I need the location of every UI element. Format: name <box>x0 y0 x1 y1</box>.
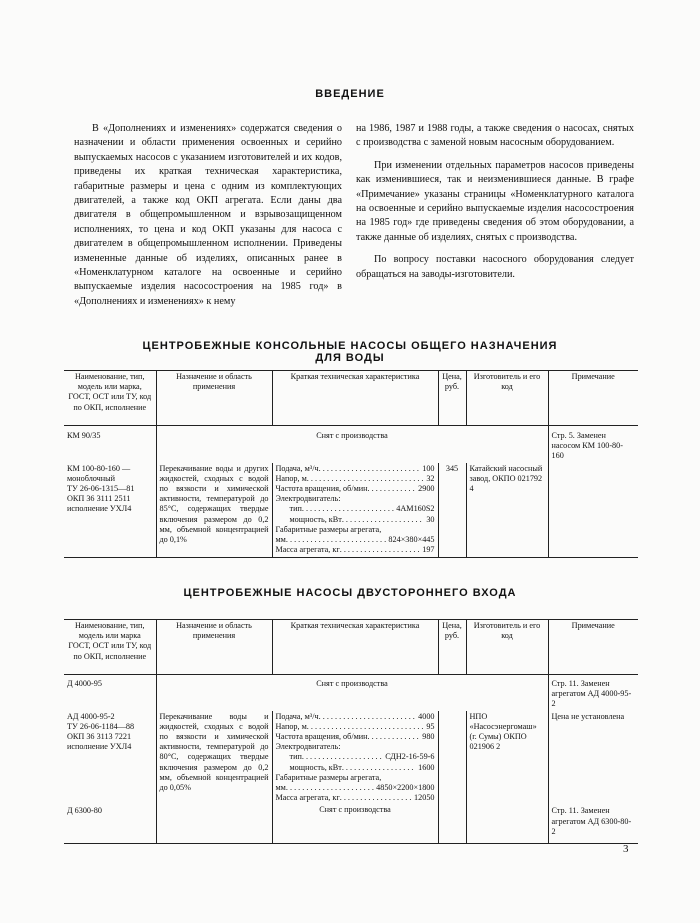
cell-price <box>438 711 466 805</box>
spec-line: Электродвигатель: <box>275 742 341 752</box>
header-name: Наименование, тип, модель или марка, ГОСТ, ОСТ или ТУ, код по ОКП, исполнение <box>64 371 156 426</box>
spec-line: Габаритные размеры агрегата, <box>275 772 382 782</box>
spec-line: Напор, м . . . 32 <box>276 474 435 484</box>
cell-maker: Катайский насосный завод, ОКПО 021792 4 <box>466 463 548 558</box>
table-row <box>64 804 638 844</box>
cell-specs <box>272 711 438 805</box>
spec-line: Подача, м³/ч . . . 100 <box>276 464 435 474</box>
header-specs: Краткая техническая характеристика <box>272 620 438 675</box>
spec-line: Масса агрегата, кг . . . 12050 <box>276 793 435 803</box>
cell-note: Стр. 11. Заменен агрегатом АД 6300-80-2 <box>548 804 638 844</box>
pump-table-2 <box>64 619 638 844</box>
header-note: Примечание <box>548 620 638 675</box>
header-name: Наименование, тип, модель или марка ГОСТ, ОСТ или ТУ, код по ОКП, исполнение <box>64 620 156 675</box>
cell-price: 345 <box>438 463 466 558</box>
intro-title: ВВЕДЕНИЕ <box>315 88 385 100</box>
cell-price <box>438 804 466 844</box>
spec-line: Электродвигатель: <box>275 494 341 504</box>
spec-line: мм . . . 4850×2200×1800 <box>276 783 435 793</box>
cell-name: АД 4000-95-2 ТУ 26-06-1184—88 ОКП 36 3113 7221 исполнение УХЛ4 <box>64 711 156 805</box>
cell-name: Д 4000-95 <box>64 675 156 711</box>
header-note: Примечание <box>548 371 638 426</box>
page-number: 3 <box>623 843 629 855</box>
spec-line: Подача, м³/ч . . . 4000 <box>276 712 435 722</box>
table-row <box>64 463 638 558</box>
header-maker: Изготовитель и его код <box>466 620 548 675</box>
cell-maker: НПО «Насосэнергомаш» (г. Сумы) ОКПО 021906 2 <box>466 711 548 805</box>
table-row <box>64 711 638 805</box>
cell-purpose: Перекачивание воды и других жидкостей, сходных с водой по вязкости и химической активности, температурой до 85°С, содержащих твердые включения размером до 0,2 мм, объемной концентрацией до 0,1% <box>156 463 272 558</box>
section1-title <box>0 340 700 364</box>
spec-line: Масса агрегата, кг . . . 197 <box>276 545 435 555</box>
header-specs: Краткая техническая характеристика <box>272 371 438 426</box>
intro-right-paragraph-1: на 1986, 1987 и 1988 годы, а также сведения о насосах, снятых с производства с заменой новым насосным оборудованием. <box>356 123 634 149</box>
cell-note: Цена не установлена <box>548 711 638 805</box>
spec-line: Напор, м . . . 95 <box>276 722 435 732</box>
cell-specs <box>272 463 438 558</box>
intro-right-paragraph-2: При изменении отдельных параметров насосов приведены как изменившиеся, так и неизменившиеся данные. В графе «Примечание» указаны страницы «Номенклатурного каталога на освоенные и серийно выпускаемые изделия насосостроения на 1985 год» где приведены сведения об этом оборудовании, а также данные об изделиях, снятых с производства. <box>356 159 634 243</box>
intro-left-paragraph: В «Дополнениях и изменениях» содержатся сведения о назначении и области применения освоенных и серийно выпускаемых насосов с указанием изготовителей и их кодов, приведены их краткая техническая характеристика, габаритные размеры и цена с одним из комплектующих двигателей, а также код ОКП агрегата. Если даны два двигателя в общепромышленном и взрывозащищенном исполнениях, то цена и код ОКП указаны для насоса с двигателем в общепромышленном исполнении. Приведены измененные данные об изделиях, описанных ранее в «Номенклатурном каталоге на освоенные и серийно выпускаемые изделия насосостроения на 1985 год» в «Дополнениях и изменениях» к нему <box>74 123 342 307</box>
spec-line: мощность, кВт . . . 30 <box>276 515 435 525</box>
cell-purpose <box>156 804 272 844</box>
intro-right-column <box>356 122 634 290</box>
spec-line: тип . . . 4АМ160S2 <box>276 504 435 514</box>
cell-name: Д 6300-80 <box>64 804 156 844</box>
cell-name: КМ 90/35 <box>64 426 156 463</box>
section2-title: ЦЕНТРОБЕЖНЫЕ НАСОСЫ ДВУСТОРОННЕГО ВХОДА <box>183 587 517 599</box>
spec-line: Частота вращения, об/мин . . . 980 <box>276 732 435 742</box>
header-purpose: Назначение и область применения <box>156 371 272 426</box>
cell-note: Стр. 5. Заменен насосом КМ 100-80-160 <box>548 426 638 463</box>
table-header-row <box>64 620 638 675</box>
header-purpose: Назначение и область применения <box>156 620 272 675</box>
header-price: Цена, руб. <box>438 371 466 426</box>
cell-status: Снят с производства <box>156 426 548 463</box>
cell-maker <box>466 804 548 844</box>
header-maker: Изготовитель и его код <box>466 371 548 426</box>
section1-title-line1: ЦЕНТРОБЕЖНЫЕ КОНСОЛЬНЫЕ НАСОСЫ ОБЩЕГО НАЗНАЧЕНИЯ <box>142 340 558 352</box>
spec-line: мм . . . 824×380×445 <box>276 535 435 545</box>
intro-left-column <box>74 122 342 317</box>
section1-title-line2: ДЛЯ ВОДЫ <box>315 352 385 364</box>
cell-note: Стр. 11. Заменен агрегатом АД 4000-95-2 <box>548 675 638 711</box>
cell-name: КМ 100-80-160 — моноблочный ТУ 26-06-1315—81 ОКП 36 3111 2511 исполнение УХЛ4 <box>64 463 156 558</box>
table-row <box>64 675 638 711</box>
spec-line: мощность, кВт . . . 1600 <box>276 763 435 773</box>
cell-status: Снят с производства <box>272 804 438 844</box>
spec-line: тип . . . СДН2-16-59-6 <box>276 752 435 762</box>
pump-table-1 <box>64 370 638 558</box>
cell-status: Снят с производства <box>156 675 548 711</box>
cell-purpose: Перекачивание воды и жидкостей, сходных с водой по вязкости и химической активности, температурой до 80°С, содержащих твердые включения размером до 0,2 мм, объемной концентрацией до 0,05% <box>156 711 272 805</box>
table-row <box>64 426 638 463</box>
table-header-row <box>64 371 638 426</box>
cell-note <box>548 463 638 558</box>
spec-line: Частота вращения, об/мин . . . 2900 <box>276 484 435 494</box>
intro-right-paragraph-3: По вопросу поставки насосного оборудования следует обращаться на заводы-изготовители. <box>356 254 634 280</box>
header-price: Цена, руб. <box>438 620 466 675</box>
spec-line: Габаритные размеры агрегата, <box>275 524 382 534</box>
